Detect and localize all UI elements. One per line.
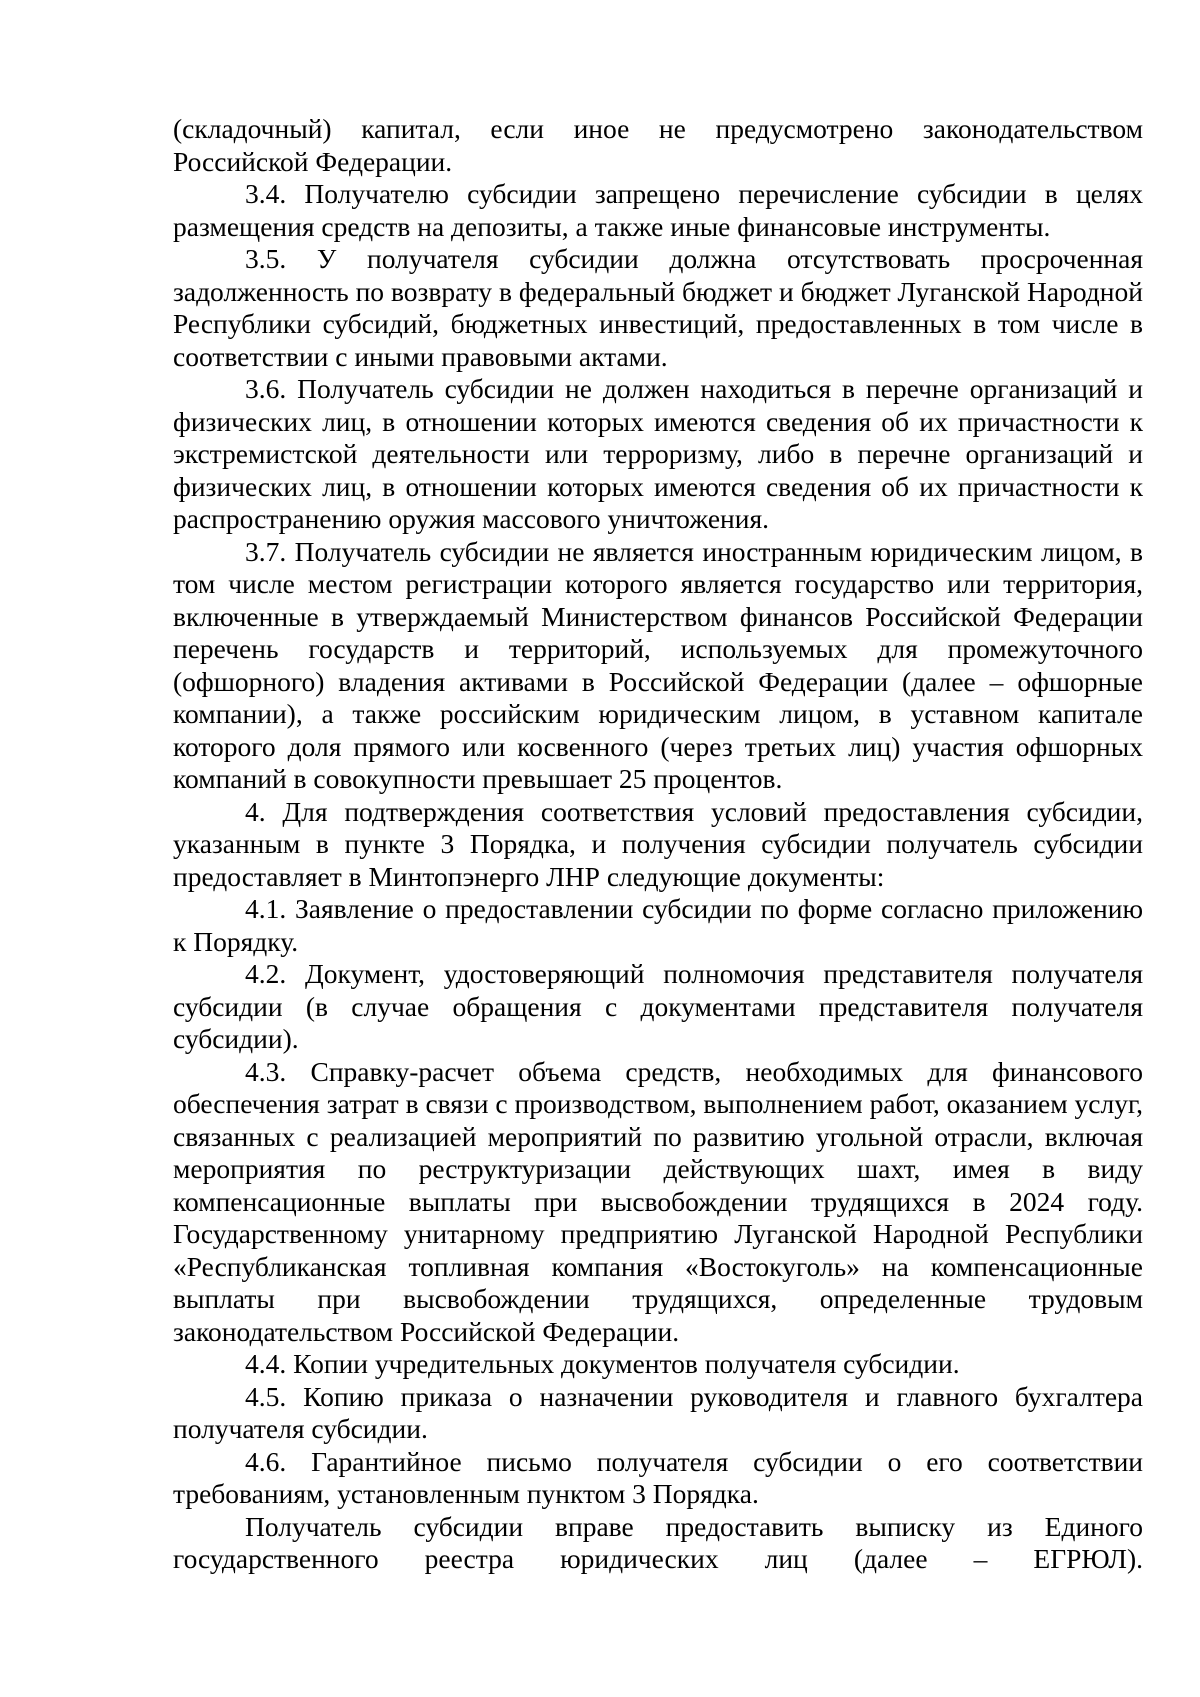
paragraph-3-7: 3.7. Получатель субсидии не является иностранным юридическим лицом, в том числе местом регистрации которого является государство или территория, включенные в утверждаемый Министерством финансов Российской Федерации перечень государств и территорий, используемых для промежуточного (офшорного) владения активами в Российской Федерации (далее – офшорные компании), а также российским юридическим лицом, в уставном капитале которого доля прямого или косвенного (через третьих лиц) участия офшорных компаний в совокупности превышает 25 процентов. [173,535,1143,794]
paragraph-4-5: 4.5. Копию приказа о назначении руководителя и главного бухгалтера получателя субсидии. [173,1380,1143,1444]
paragraph-3-6: 3.6. Получатель субсидии не должен находиться в перечне организаций и физических лиц, в отношении которых имеются сведения об их причастности к экстремистской деятельности или терроризму, либо в перечне организаций и физических лиц, в отношении которых имеются сведения об их причастности к распространению оружия массового уничтожения. [173,373,1143,534]
paragraph-capital-continuation: (складочный) капитал, если иное не предусмотрено законодательством Российской Федерации. [173,113,1143,177]
document-body [173,113,1143,1576]
paragraph-4: 4. Для подтверждения соответствия условий предоставления субсидии, указанным в пункте 3 Порядка, и получения субсидии получатель субсидии предоставляет в Минтопэнерго ЛНР следующие документы: [173,795,1143,892]
paragraph-4-2: 4.2. Документ, удостоверяющий полномочия представителя получателя субсидии (в случае обращения с документами представителя получателя субсидии). [173,958,1143,1054]
paragraph-egrul: Получатель субсидии вправе предоставить выписку из Единого государственного реестра юридических лиц (далее – ЕГРЮЛ). [173,1510,1143,1574]
paragraph-4-3: 4.3. Справку-расчет объема средств, необходимых для финансового обеспечения затрат в связи с производством, выполнением работ, оказанием услуг, связанных с реализацией мероприятий по развитию угольной отрасли, включая мероприятия по реструктуризации действующих шахт, имея в виду компенсационные выплаты при высвобождении трудящихся в 2024 году. Государственному унитарному предприятию Луганской Народной Республики «Республиканская топливная компания «Востокуголь» на компенсационные выплаты при высвобождении трудящихся, определенные трудовым законодательством Российской Федерации. [173,1055,1143,1347]
paragraph-4-1: 4.1. Заявление о предоставлении субсидии по форме согласно приложению к Порядку. [173,893,1143,957]
paragraph-4-6: 4.6. Гарантийное письмо получателя субсидии о его соответствии требованиям, установленным пунктом 3 Порядка. [173,1445,1143,1509]
paragraph-4-4: 4.4. Копии учредительных документов получателя субсидии. [245,1348,960,1379]
paragraph-3-4: 3.4. Получателю субсидии запрещено перечисление субсидии в целях размещения средств на депозиты, а также иные финансовые инструменты. [173,178,1143,242]
paragraph-3-5: 3.5. У получателя субсидии должна отсутствовать просроченная задолженность по возврату в федеральный бюджет и бюджет Луганской Народной Республики субсидий, бюджетных инвестиций, предоставленных в том числе в соответствии с иными правовыми актами. [173,243,1143,372]
